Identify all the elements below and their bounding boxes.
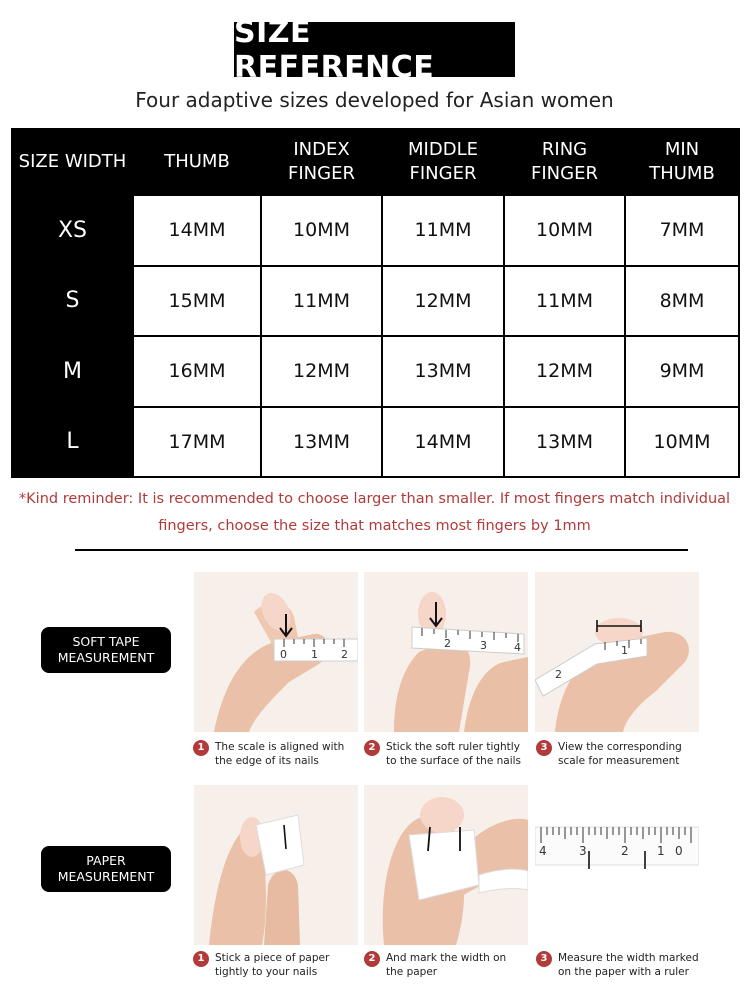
svg-text:2: 2 [621, 844, 629, 858]
tape-step-1 [193, 740, 363, 768]
step-number-badge: 1 [193, 740, 209, 756]
table-row [12, 266, 739, 337]
step-number-badge: 1 [193, 951, 209, 967]
table-row [12, 195, 739, 266]
step-text: on the paper with a ruler [558, 966, 689, 978]
step-text: And mark the width on [386, 952, 507, 964]
step-text: tightly to your nails [215, 966, 318, 978]
svg-text:0: 0 [280, 648, 287, 661]
table-cell: 11MM [261, 266, 382, 337]
soft-tape-label [41, 627, 171, 673]
step-text: Measure the width marked [558, 952, 699, 964]
table-cell: 12MM [504, 336, 625, 407]
svg-text:4: 4 [539, 844, 547, 858]
tape-step2-photo [364, 572, 528, 732]
header-min-thumb: MIN THUMB [625, 129, 739, 195]
label-line: SOFT TAPE [72, 634, 140, 649]
step-text: the paper [386, 966, 438, 978]
tape-step1-photo [194, 572, 358, 732]
tape-step3-photo [535, 572, 699, 732]
step-text: Stick the soft ruler tightly [386, 741, 520, 753]
paper-step3-photo [535, 785, 699, 945]
size-label: L [12, 407, 133, 478]
reminder-line: fingers, choose the size that matches most fingers by 1mm [158, 518, 591, 534]
step-text: The scale is aligned with [215, 741, 345, 753]
tape-step-2 [364, 740, 534, 768]
paper-step1-photo [194, 785, 358, 945]
table-cell: 12MM [261, 336, 382, 407]
size-label: XS [12, 195, 133, 266]
paper-label [41, 846, 171, 892]
svg-text:2: 2 [444, 637, 451, 650]
table-cell: 11MM [382, 195, 504, 266]
header-middle-finger: MIDDLE FINGER [382, 129, 504, 195]
table-cell: 10MM [261, 195, 382, 266]
table-cell: 16MM [133, 336, 261, 407]
step-text: to the surface of the nails [386, 755, 522, 767]
step-text: Stick a piece of paper [215, 952, 330, 964]
table-cell: 9MM [625, 336, 739, 407]
table-cell: 13MM [261, 407, 382, 478]
table-cell: 14MM [382, 407, 504, 478]
header-ring-finger: RING FINGER [504, 129, 625, 195]
tape-step-3 [536, 740, 706, 768]
table-cell: 14MM [133, 195, 261, 266]
paper-step-1 [193, 951, 363, 979]
table-row [12, 336, 739, 407]
label-line: MEASUREMENT [57, 869, 155, 884]
step-text: the edge of its nails [215, 755, 319, 767]
page-subtitle: Four adaptive sizes developed for Asian women [135, 88, 614, 112]
header-index-finger: INDEX FINGER [261, 129, 382, 195]
divider [75, 549, 688, 551]
kind-reminder [6, 486, 743, 540]
header-size-width: SIZE WIDTH [12, 129, 133, 195]
svg-text:0: 0 [675, 844, 683, 858]
table-header-row [12, 129, 739, 195]
step-number-badge: 3 [536, 951, 552, 967]
paper-step-2 [364, 951, 534, 979]
table-cell: 7MM [625, 195, 739, 266]
svg-text:1: 1 [311, 648, 318, 661]
paper-step-3 [536, 951, 706, 979]
svg-text:1: 1 [621, 644, 628, 657]
step-text: View the corresponding [558, 741, 682, 753]
svg-text:1: 1 [657, 844, 665, 858]
svg-text:4: 4 [514, 641, 521, 654]
table-row [12, 407, 739, 478]
table-cell: 11MM [504, 266, 625, 337]
table-cell: 13MM [504, 407, 625, 478]
table-cell: 17MM [133, 407, 261, 478]
page-title: SIZE REFERENCE [234, 22, 515, 77]
table-cell: 10MM [625, 407, 739, 478]
size-table [11, 128, 740, 478]
step-number-badge: 2 [364, 740, 380, 756]
step-number-badge: 3 [536, 740, 552, 756]
size-label: M [12, 336, 133, 407]
reminder-line: *Kind reminder: It is recommended to choose larger than smaller. If most fingers match individual [18, 491, 731, 507]
table-cell: 12MM [382, 266, 504, 337]
table-cell: 10MM [504, 195, 625, 266]
svg-text:3: 3 [480, 639, 487, 652]
step-number-badge: 2 [364, 951, 380, 967]
svg-text:3: 3 [579, 844, 587, 858]
table-cell: 8MM [625, 266, 739, 337]
table-cell: 15MM [133, 266, 261, 337]
table-cell: 13MM [382, 336, 504, 407]
header-thumb: THUMB [133, 129, 261, 195]
label-line: MEASUREMENT [57, 650, 155, 665]
step-text: scale for measurement [558, 755, 680, 767]
svg-text:2: 2 [341, 648, 348, 661]
svg-text:2: 2 [555, 668, 562, 681]
label-line: PAPER [86, 853, 126, 868]
size-label: S [12, 266, 133, 337]
paper-step2-photo [364, 785, 528, 945]
